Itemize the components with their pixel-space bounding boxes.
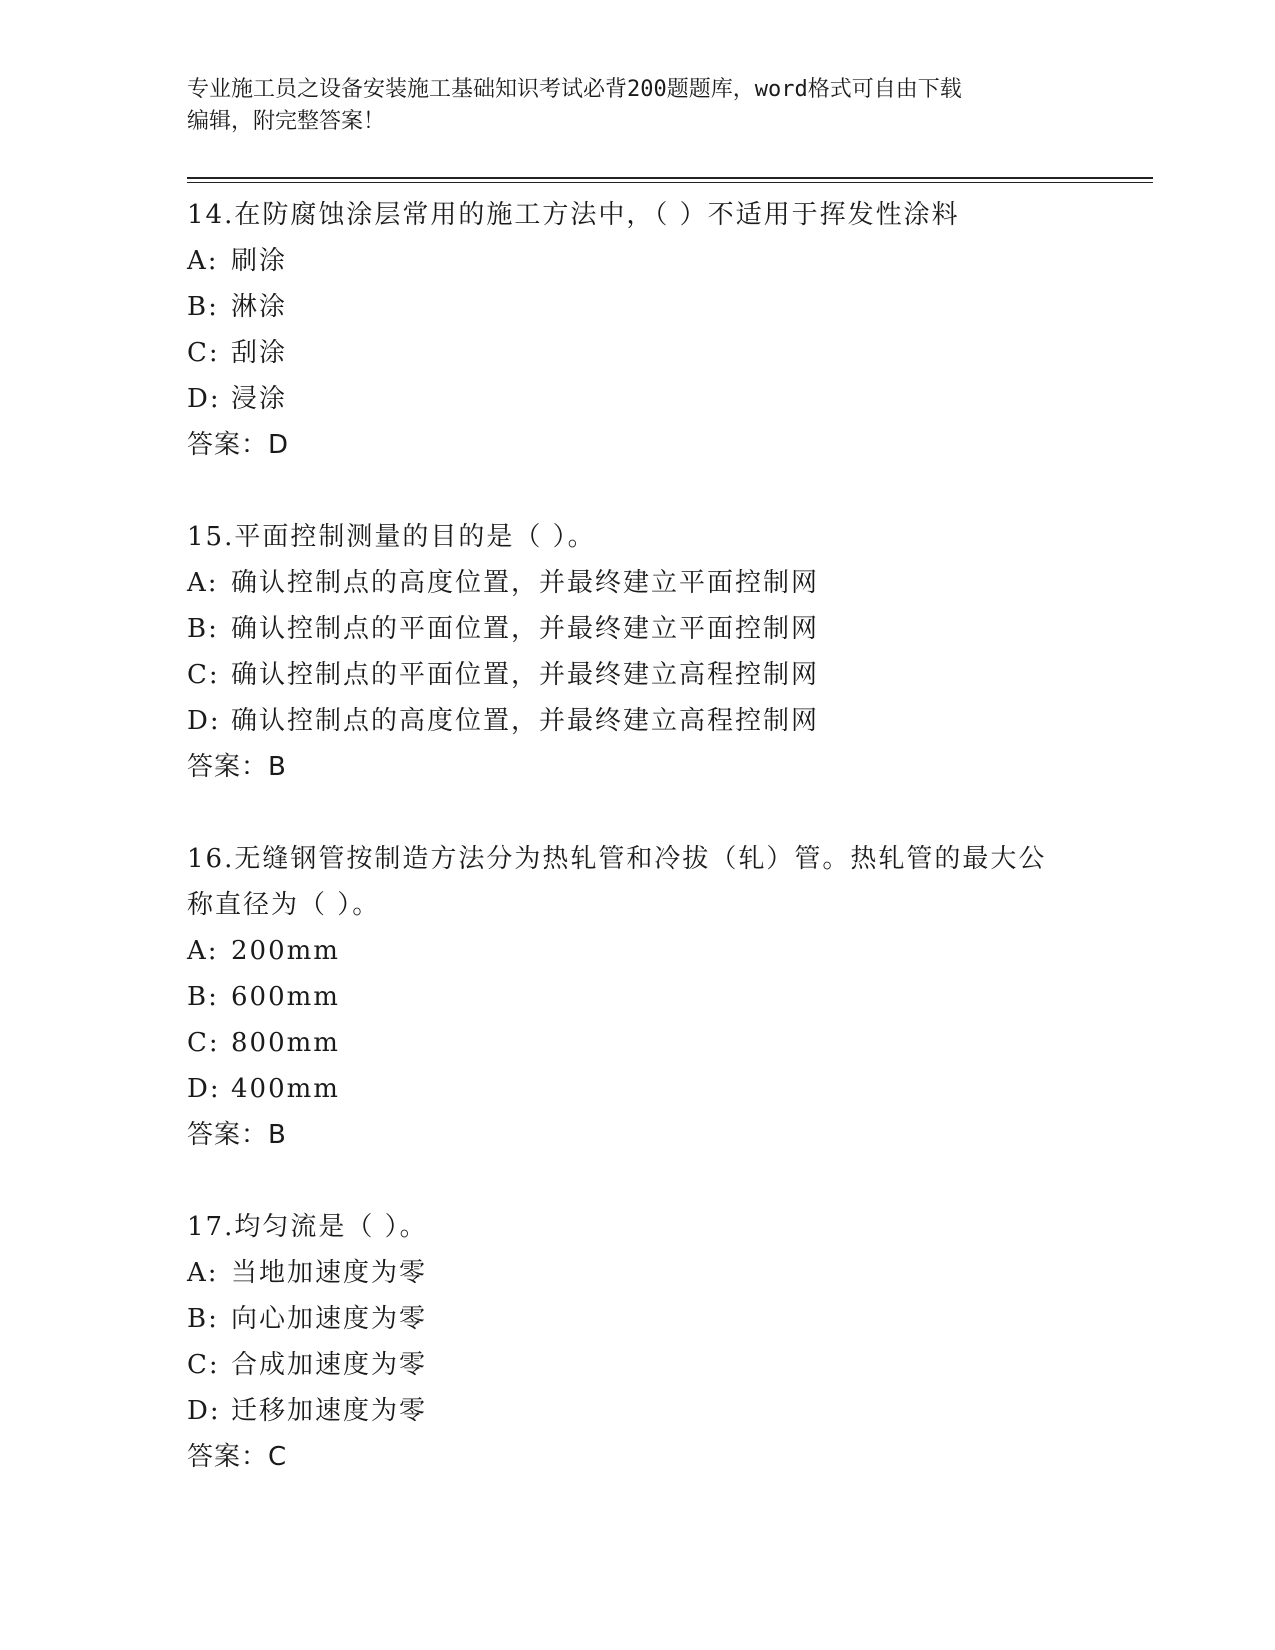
question-text: 14.在防腐蚀涂层常用的施工方法中，（ ）不适用于挥发性涂料 [187,200,960,230]
option-letter: B: [187,1304,219,1334]
option-text: 确认控制点的高度位置，并最终建立平面控制网 [231,568,820,598]
option-b [187,284,1087,330]
option-a [187,238,1087,284]
answer-line: 答案：C [187,1442,288,1472]
option-letter: C: [187,338,220,368]
option-c [187,330,1087,376]
question-17 [187,1204,1087,1480]
question-text-continued: 称直径为（ ）。 [187,890,381,920]
option-letter: D: [187,1074,221,1104]
option-text: 浸涂 [231,384,288,414]
option-letter: D: [187,706,221,736]
question-spacer [187,1158,1087,1204]
option-c [187,1342,1087,1388]
document-header [187,74,1087,138]
answer-line: 答案：B [187,1120,287,1150]
option-text: 向心加速度为零 [231,1304,428,1334]
question-16 [187,836,1087,1158]
option-letter: B: [187,614,219,644]
option-c [187,1020,1087,1066]
option-d [187,1388,1087,1434]
question-spacer [187,790,1087,836]
option-text: 600mm [231,982,340,1012]
option-a [187,560,1087,606]
option-a [187,1250,1087,1296]
question-text: 17.均匀流是（ ）。 [187,1212,428,1242]
option-letter: A: [187,568,219,598]
question-spacer [187,468,1087,514]
question-15 [187,514,1087,790]
option-text: 200mm [231,936,340,966]
question-14 [187,192,1087,468]
option-text: 刷涂 [231,246,288,276]
option-text: 迁移加速度为零 [231,1396,428,1426]
option-letter: B: [187,982,219,1012]
option-letter: C: [187,1028,220,1058]
option-letter: C: [187,1350,220,1380]
option-letter: A: [187,936,219,966]
option-letter: D: [187,1396,221,1426]
option-text: 确认控制点的平面位置，并最终建立高程控制网 [231,660,820,690]
option-b [187,1296,1087,1342]
header-divider-thick [187,177,1153,179]
answer-line: 答案：D [187,430,290,460]
option-text: 刮涂 [231,338,288,368]
option-d [187,698,1087,744]
option-text: 确认控制点的平面位置，并最终建立平面控制网 [231,614,820,644]
question-list [187,192,1087,1480]
option-letter: C: [187,660,220,690]
option-text: 确认控制点的高度位置，并最终建立高程控制网 [231,706,820,736]
option-text: 800mm [231,1028,340,1058]
option-c [187,652,1087,698]
option-letter: B: [187,292,219,322]
header-divider-thin [187,182,1153,183]
option-text: 400mm [231,1074,340,1104]
option-d [187,376,1087,422]
option-letter: A: [187,246,219,276]
option-letter: D: [187,384,221,414]
option-b [187,606,1087,652]
option-b [187,974,1087,1020]
question-text: 16.无缝钢管按制造方法分为热轧管和冷拔（轧）管。热轧管的最大公 [187,844,1047,874]
header-line-2: 编辑，附完整答案！ [187,109,386,134]
option-text: 合成加速度为零 [231,1350,428,1380]
option-d [187,1066,1087,1112]
option-text: 淋涂 [231,292,288,322]
option-text: 当地加速度为零 [231,1258,428,1288]
option-letter: A: [187,1258,219,1288]
header-line-1: 专业施工员之设备安装施工基础知识考试必背200题题库，word格式可自由下载 [187,77,962,102]
option-a [187,928,1087,974]
question-text: 15.平面控制测量的目的是（ ）。 [187,522,596,552]
answer-line: 答案：B [187,752,287,782]
